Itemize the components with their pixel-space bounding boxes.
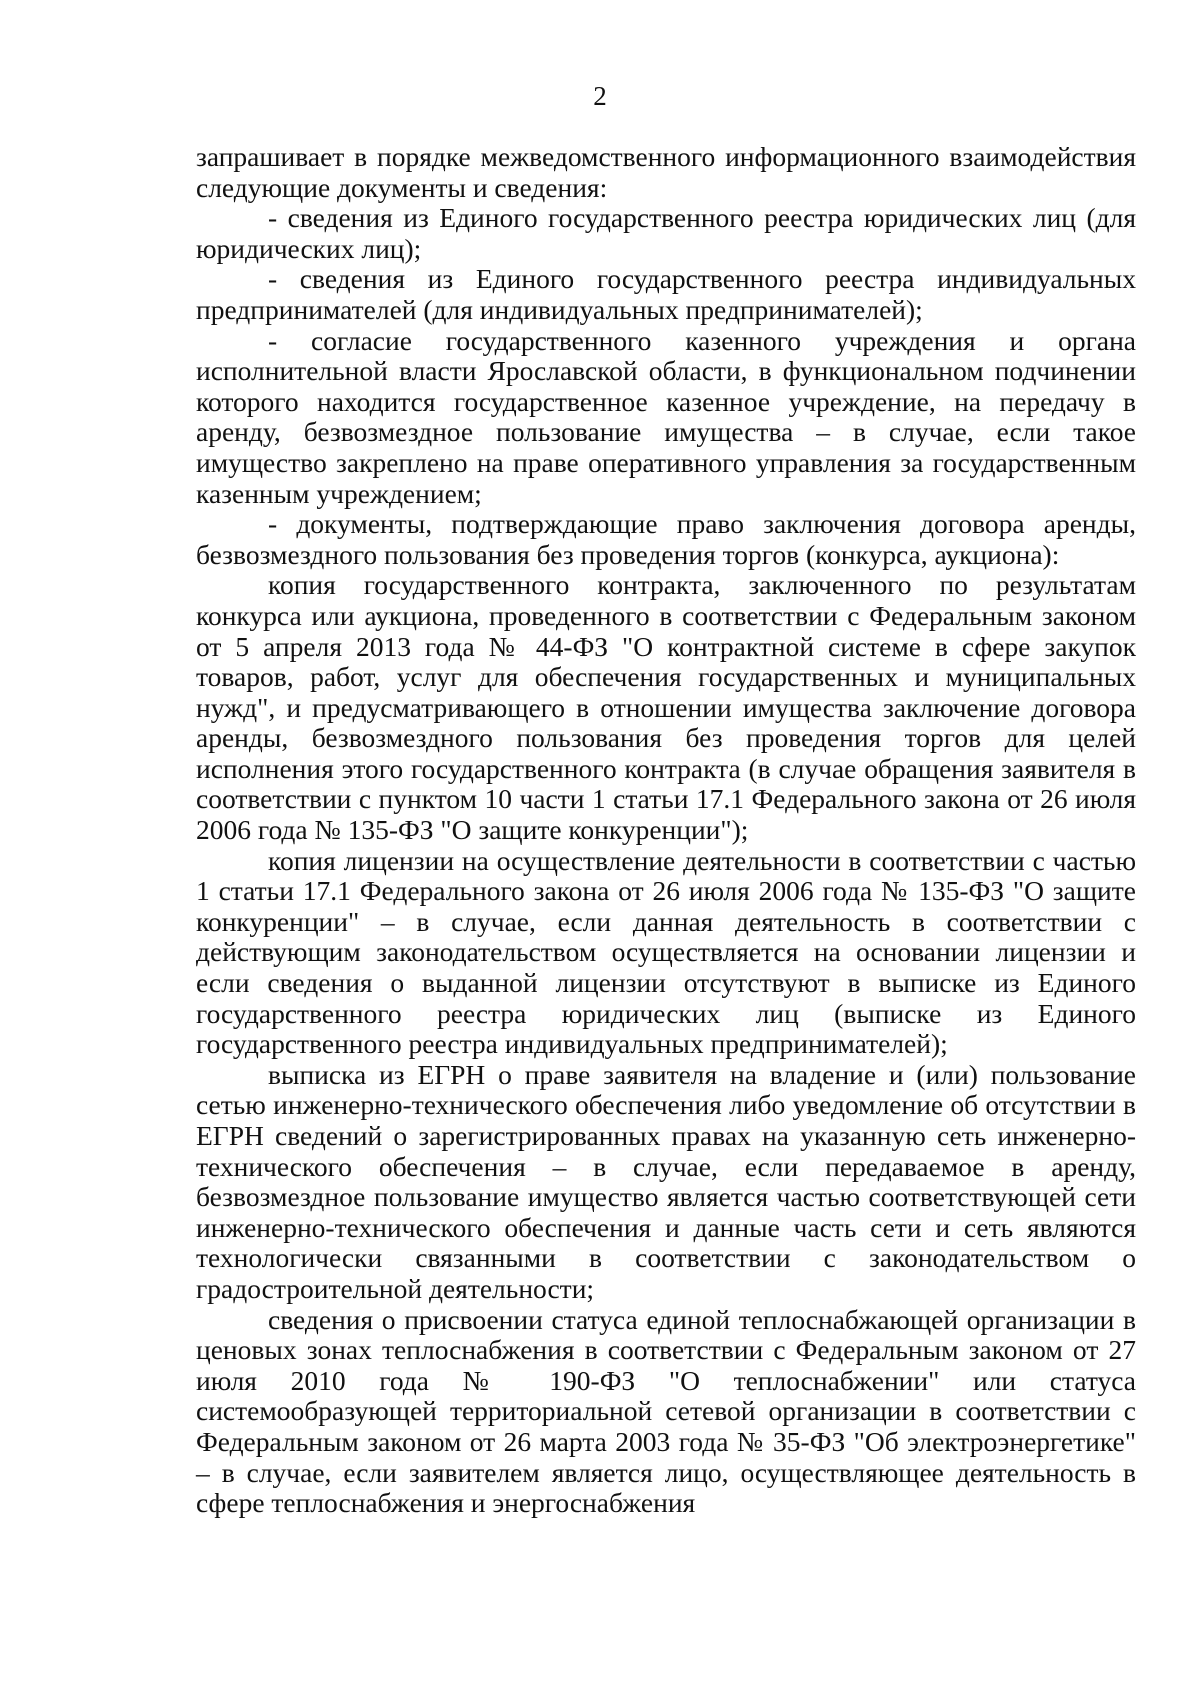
page-number: 2: [593, 81, 607, 111]
paragraph-license-copy: копия лицензии на осуществление деятельности в соответствии с частью 1 статьи 17.1 Федерального закона от 26 июля 2006 года № 135-ФЗ "О защите конкуренции" – в случае, если данная деятельность в соответствии с действующим законодательством осуществляется на основании лицензии и если сведения о выданной лицензии отсутствуют в выписке из Единого государственного реестра юридических лиц (выписке из Единого государственного реестра индивидуальных предпринимателей);: [196, 844, 1136, 1060]
paragraph-documents-item: - документы, подтверждающие право заключения договора аренды, безвозмездного пользования без проведения торгов (конкурса, аукциона):: [196, 508, 1136, 570]
paragraph-intro: запрашивает в порядке межведомственного информационного взаимодействия следующие документы и сведения:: [196, 141, 1136, 203]
paragraph-status-info: сведения о присвоении статуса единой теплоснабжающей организации в ценовых зонах теплоснабжения в соответствии с Федеральным законом от 27 июля 2010 года № 190-ФЗ "О теплоснабжении" или статуса системообразующей территориальной сетевой организации в соответствии с Федеральным законом от 26 марта 2003 года № 35-ФЗ "Об электроэнергетике" – в случае, если заявителем является лицо, осуществляющее деятельность в сфере теплоснабжения и энергоснабжения: [196, 1303, 1136, 1519]
document-body: [196, 142, 1136, 1519]
paragraph-contract-copy: копия государственного контракта, заключенного по результатам конкурса или аукциона, проведенного в соответствии с Федеральным законом от 5 апреля 2013 года № 44-ФЗ "О контрактной системе в сфере закупок товаров, работ, услуг для обеспечения государственных и муниципальных нужд", и предусматривающего в отношении имущества заключение договора аренды, безвозмездного пользования без проведения торгов для целей исполнения этого государственного контракта (в случае обращения заявителя в соответствии с пунктом 10 части 1 статьи 17.1 Федерального закона от 26 июля 2006 года № 135-ФЗ "О защите конкуренции");: [196, 569, 1136, 846]
paragraph-consent-item: - согласие государственного казенного учреждения и органа исполнительной власти Ярославской области, в функциональном подчинении которого находится государственное казенное учреждение, на передачу в аренду, безвозмездное пользование имущества – в случае, если такое имущество закреплено на праве оперативного управления за государственным казенным учреждением;: [196, 324, 1136, 509]
paragraph-egrul-item: - сведения из Единого государственного реестра юридических лиц (для юридических лиц);: [196, 202, 1136, 264]
paragraph-egrn-extract: выписка из ЕГРН о праве заявителя на владение и (или) пользование сетью инженерно-технического обеспечения либо уведомление об отсутствии в ЕГРН сведений о зарегистрированных правах на указанную сеть инженерно-технического обеспечения – в случае, если передаваемое в аренду, безвозмездное пользование имущество является частью соответствующей сети инженерно-технического обеспечения и данные часть сети и сеть являются технологически связанными в соответствии с законодательством о градостроительной деятельности;: [196, 1058, 1136, 1304]
paragraph-egrip-item: - сведения из Единого государственного реестра индивидуальных предпринимателей (для индивидуальных предпринимателей);: [196, 263, 1136, 325]
